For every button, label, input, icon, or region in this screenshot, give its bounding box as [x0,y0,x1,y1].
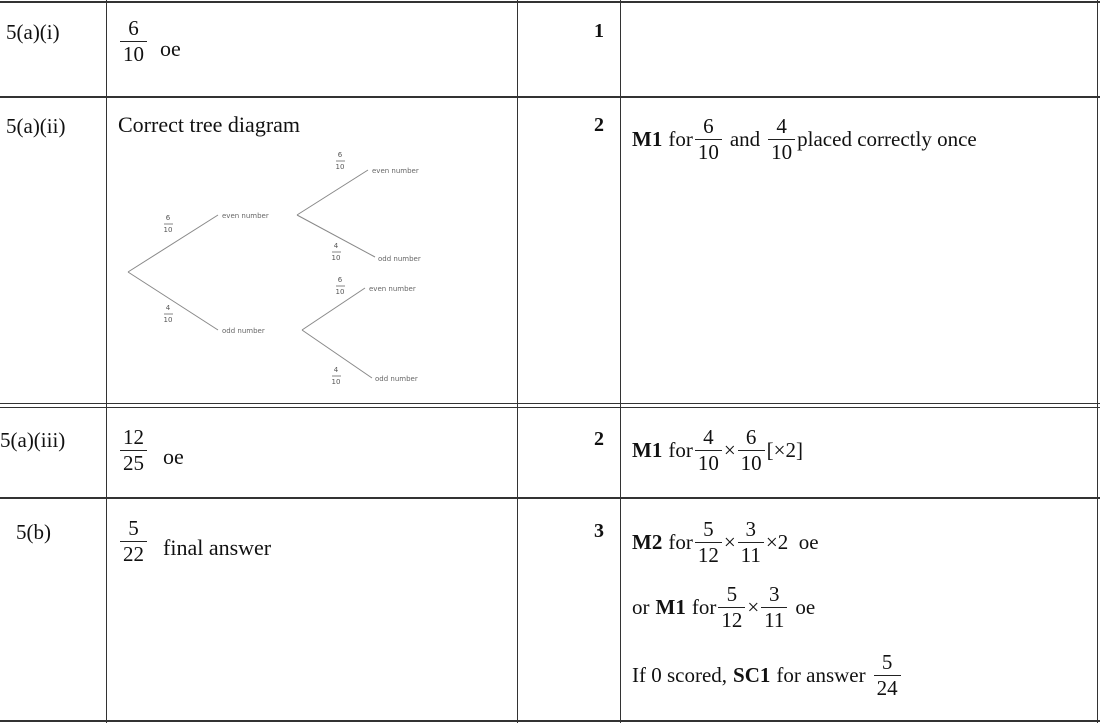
mark-value: 2 [594,114,604,136]
note-fraction [738,519,764,566]
tree-prob-num: 4 [165,304,171,312]
note-fraction [874,652,901,699]
fraction-numerator: 12 [123,425,144,449]
mark-code: SC1 [733,663,771,687]
table-top-border [0,1,1100,3]
tree-prob-num: 6 [165,214,171,222]
mark-value: 3 [594,520,604,542]
note-text: and [729,127,761,151]
note-text: If 0 scored, [632,663,728,687]
mark-code: M2 [632,530,663,554]
tree-diagram [110,140,510,400]
marking-note [632,519,819,566]
mark-code: M1 [632,127,663,151]
tree-prob-num: 4 [333,242,339,250]
answer-text: Correct tree diagram [118,112,301,137]
note-text: for [668,530,693,554]
note-text: for answer [776,663,866,687]
fraction-numerator: 3 [769,582,780,606]
fraction-denominator: 10 [697,140,719,164]
fraction-numerator: 6 [703,114,714,138]
table-bottom-border [0,720,1100,722]
fraction-denominator: 10 [697,451,719,475]
fraction-denominator: 11 [764,608,785,632]
col-divider-2 [517,0,518,723]
row-divider-3 [0,497,1100,499]
tree-leaf-label: odd number [375,375,418,383]
note-fraction [761,584,787,631]
tree-leaf-label: even number [372,167,419,175]
tree-prob-den: 10 [331,254,341,262]
answer-suffix: oe [163,444,184,469]
tree-branch [297,170,368,215]
row-divider-1 [0,96,1100,98]
mark-code: M1 [655,595,686,619]
note-fraction [695,519,722,566]
note-operator: × [723,438,736,462]
fraction-denominator: 10 [740,451,762,475]
col-divider-1 [106,0,107,723]
fraction-numerator: 5 [703,517,714,541]
marking-note [632,427,803,474]
note-operator: × [747,595,760,619]
row-divider-2a [0,403,1100,404]
fraction-denominator: 11 [740,543,761,567]
note-fraction [695,427,722,474]
fraction-numerator: 5 [726,582,738,606]
col-divider-4 [1097,0,1098,723]
row-divider-2b [0,407,1100,408]
fraction-numerator: 6 [128,16,139,40]
note-text: ×2 oe [765,530,819,554]
note-text: [×2] [766,438,804,462]
tree-node-label: odd number [222,327,265,335]
note-fraction [738,427,765,474]
fraction-numerator: 3 [745,517,757,541]
answer-fraction [118,427,149,474]
note-fraction [718,584,745,631]
tree-branch [128,215,218,272]
answer-fraction [118,518,149,565]
tree-prob-den: 10 [331,378,341,386]
answer-fraction [118,18,149,65]
tree-node-label: even number [222,212,269,220]
fraction-denominator: 10 [123,42,144,66]
tree-branch [302,288,365,330]
question-label: 5(b) [16,520,51,544]
answer-suffix: oe [160,36,181,61]
note-text: placed correctly once [797,127,977,151]
mark-code: M1 [632,438,663,462]
fraction-denominator: 22 [123,542,144,566]
note-text: for [691,595,717,619]
tree-leaf-label: even number [369,285,416,293]
note-fraction [695,116,722,163]
tree-prob-num: 4 [333,366,339,374]
fraction-denominator: 24 [876,676,898,700]
tree-prob-num: 6 [337,276,343,284]
tree-prob-num: 6 [337,151,343,159]
marking-note [632,116,977,163]
note-operator: × [723,530,736,554]
tree-prob-den: 10 [163,316,173,324]
col-divider-3 [620,0,621,723]
fraction-numerator: 4 [776,114,787,138]
tree-prob-den: 10 [335,288,345,296]
mark-value: 1 [594,20,604,42]
fraction-numerator: 6 [745,425,757,449]
question-label: 5(a)(i) [6,20,60,44]
marking-note [632,652,903,699]
note-text: for [668,127,693,151]
tree-branch [297,215,375,257]
note-fraction [768,116,795,163]
marking-note [632,584,815,631]
fraction-denominator: 25 [123,451,144,475]
tree-branch [128,272,218,330]
mark-value: 2 [594,428,604,450]
note-text: or [632,595,650,619]
fraction-numerator: 4 [703,425,714,449]
question-label: 5(a)(iii) [0,428,66,452]
fraction-denominator: 10 [771,140,793,164]
note-text: oe [795,595,816,619]
fraction-numerator: 5 [128,516,139,540]
fraction-denominator: 12 [721,608,743,632]
note-text: for [668,438,693,462]
fraction-denominator: 12 [697,543,719,567]
tree-prob-den: 10 [335,163,345,171]
answer-suffix: final answer [163,535,272,560]
tree-leaf-label: odd number [378,255,421,263]
question-label: 5(a)(ii) [6,114,66,138]
tree-prob-den: 10 [163,226,173,234]
fraction-numerator: 5 [881,650,893,674]
